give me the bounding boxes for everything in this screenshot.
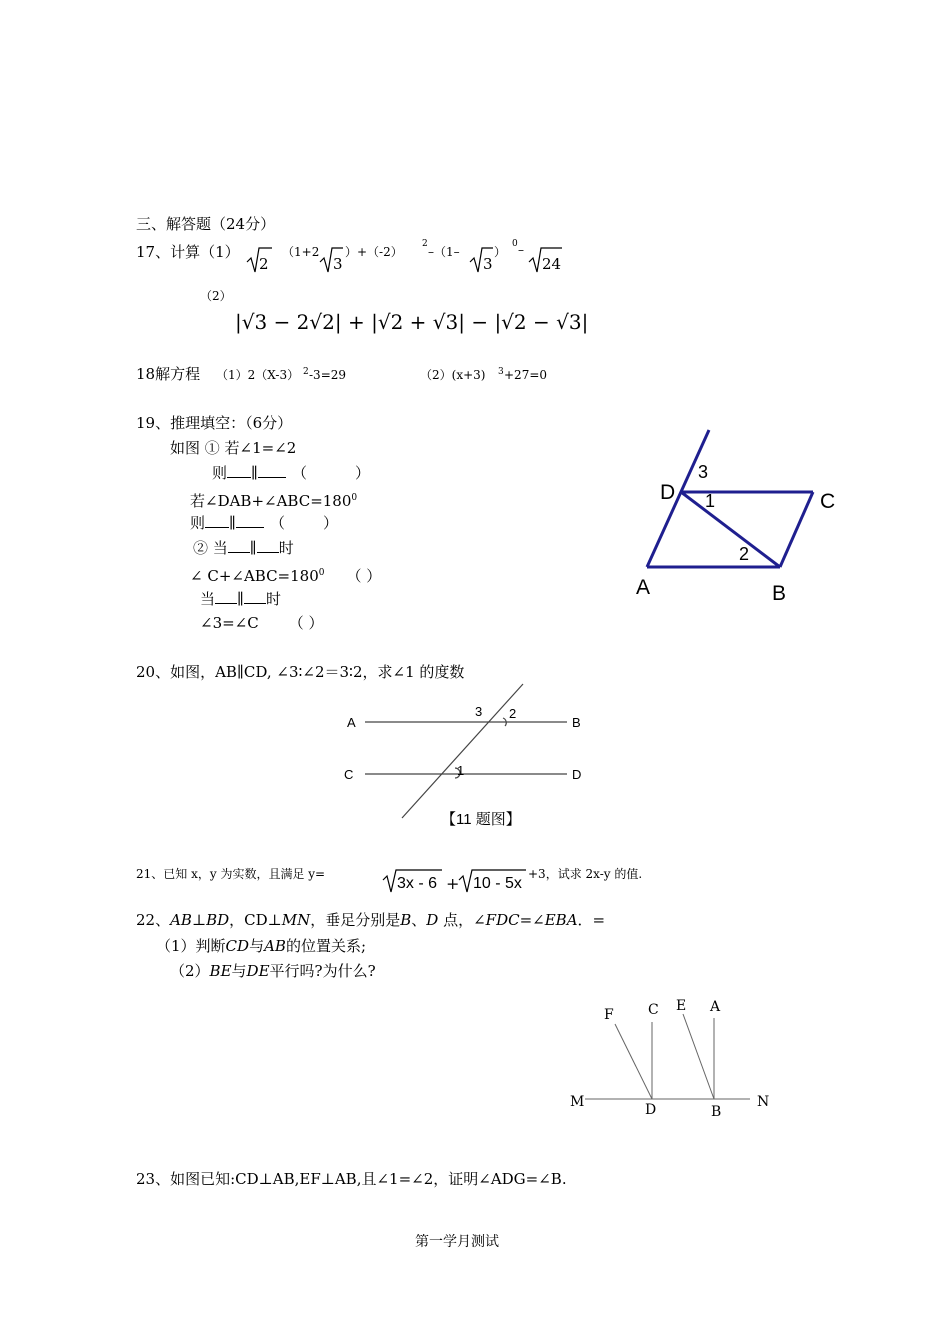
q21-rad1: 3x - 6	[397, 875, 438, 892]
q22-l2a: （1）判断	[156, 937, 226, 955]
q22-fig-label-M: M	[570, 1094, 585, 1110]
q22-l1g: ，垂足分别是	[310, 911, 401, 929]
q19-fig-label-C: C	[820, 490, 836, 513]
q17-sqrt24-value: 24	[542, 255, 562, 273]
q22-fig-label-N: N	[757, 1094, 770, 1110]
q19-line4-c: （	[269, 514, 285, 532]
q19-line7-a: 当	[200, 590, 216, 608]
q19-line2-d: ）	[354, 464, 370, 482]
q21-text-a: 21、已知 x，y 为实数，且满足 y=	[136, 867, 326, 881]
q17-paren-b: ）+（-2）	[345, 245, 403, 259]
q19-line2-b: ∥	[251, 464, 258, 482]
q21-text-b: +3，试求 2x-y 的值.	[528, 867, 643, 881]
q22-l1n: EBA	[544, 911, 578, 929]
q22-l1o: ．=	[577, 911, 606, 929]
q18-label: 18解方程	[136, 365, 201, 383]
q19-line5-b: ∥	[249, 539, 257, 557]
q19-line2-c: （	[291, 464, 307, 482]
q18-part2: （2）(x+3)	[420, 368, 486, 382]
q17-minus-a: –（1–	[428, 245, 460, 259]
q19-line4-b: ∥	[229, 514, 236, 532]
q19-fig-label-3: 3	[698, 462, 709, 482]
q22-l3c: 与	[231, 962, 247, 980]
q19-line3-exp: 0	[351, 493, 358, 503]
q22-l2b: CD	[225, 937, 250, 955]
q22-l1i: 、	[411, 911, 427, 929]
q21-rad2: 10 - 5x	[473, 875, 522, 892]
q19-line8-paren: （ ）	[288, 614, 324, 632]
q22-l1k: 点，∠	[438, 911, 486, 929]
q22-l1j: D	[426, 911, 439, 929]
q22-fig-label-A: A	[710, 999, 721, 1015]
q19-line7-b: ∥	[237, 590, 244, 608]
q20-caption: 【11 题图】	[441, 811, 521, 828]
q17-sqrt3-value-b: 3	[483, 255, 493, 273]
q19-line1: 如图 ① 若∠1=∠2	[170, 439, 297, 457]
q19-fig-label-1: 1	[705, 491, 716, 511]
q20-fig-label-D: D	[572, 767, 582, 782]
q17-paren-a: （1+2	[282, 245, 320, 259]
q21-plus: +	[446, 874, 460, 893]
q22-fig-label-B: B	[711, 1104, 722, 1120]
q22-l1a: 22、	[136, 911, 171, 929]
q17-sqrt2-value: 2	[259, 255, 269, 273]
q22-fig-label-C: C	[648, 1002, 659, 1018]
q18-part2-exp: 3	[498, 367, 504, 377]
section-title: 三、解答题（24分）	[136, 215, 276, 233]
q17-expr2: |√3 − 2√2| + |√2 + √3| − |√2 − √3|	[235, 310, 589, 334]
q19-line6-paren: （ ）	[346, 567, 382, 585]
q22-fig-label-F: F	[604, 1007, 614, 1023]
q17-part2-label: （2）	[200, 289, 232, 303]
q17-label: 17、计算（1）	[136, 243, 240, 261]
q19-line5-c: 时	[278, 539, 294, 557]
q19-line5-a: ② 当	[193, 539, 228, 557]
q19-fig-label-A: A	[636, 576, 651, 599]
q18-part1-rest: -3=29	[309, 368, 347, 382]
q22-l3a: （2）	[170, 962, 210, 980]
q22-l2d: AB	[264, 937, 286, 955]
q19-line7-c: 时	[265, 590, 281, 608]
q20-text: 20、如图，AB∥CD, ∠3∶∠2＝3∶2，求∠1 的度数	[136, 663, 465, 681]
q19-fig-label-2: 2	[739, 544, 750, 564]
q22-l3e: 平行吗?为什么?	[269, 962, 376, 980]
q19-fig-label-D: D	[660, 481, 676, 504]
q19-line6-text: ∠ C+∠ABC=180	[190, 567, 319, 585]
q17-paren-c: ）	[494, 245, 507, 259]
q20-fig-label-C: C	[344, 767, 354, 782]
page-footer: 第一学月测试	[415, 1234, 499, 1250]
q20-fig-label-A: A	[347, 715, 356, 730]
q17-exp2: 2	[422, 239, 428, 249]
q22-l2c: 与	[249, 937, 265, 955]
q19-line4-a: 则	[190, 514, 206, 532]
q18-part2-rest: +27=0	[504, 368, 548, 382]
q19-fig-label-B: B	[772, 582, 787, 605]
q23-text: 23、如图已知:CD⊥AB,EF⊥AB,且∠1=∠2，证明∠ADG=∠B.	[136, 1170, 567, 1188]
q19-line8-text: ∠3=∠C	[200, 614, 259, 632]
q17-minus-b: –	[518, 243, 524, 257]
q22-l2e: 的位置关系;	[285, 937, 366, 955]
q19-line2-a: 则	[212, 464, 228, 482]
q17-exp0: 0	[512, 239, 518, 249]
q22-l1h: B	[400, 911, 412, 929]
q22-l1e: ，CD⊥	[229, 911, 282, 929]
q19-line6-exp: 0	[318, 568, 325, 578]
q17-sqrt3-value-a: 3	[333, 255, 343, 273]
q19-line4-d: ）	[322, 514, 338, 532]
q22-l1b: AB	[170, 911, 192, 929]
q18-part1-exp: 2	[303, 367, 309, 377]
q22-fig-label-D: D	[645, 1102, 657, 1118]
q20-fig-label-1: 1	[457, 763, 465, 778]
q19-line3-text: 若∠DAB+∠ABC=180	[190, 492, 352, 510]
q22-l3b: BE	[209, 962, 232, 980]
q20-fig-label-B: B	[572, 715, 581, 730]
q22-l1m: =∠	[519, 911, 545, 929]
q22-l1d: BD	[206, 911, 230, 929]
q22-l1f: MN	[281, 911, 311, 929]
q22-l3d: DE	[246, 962, 270, 980]
q22-l1c: ⊥	[191, 911, 207, 929]
q20-fig-label-3: 3	[475, 704, 483, 719]
q22-l1l: FDC	[485, 911, 520, 929]
q22-fig-label-E: E	[676, 998, 687, 1014]
q18-part1: （1）2（X-3）	[216, 368, 300, 382]
q19-label: 19、推理填空：（6分）	[136, 414, 293, 432]
q20-fig-label-2: 2	[509, 706, 517, 721]
